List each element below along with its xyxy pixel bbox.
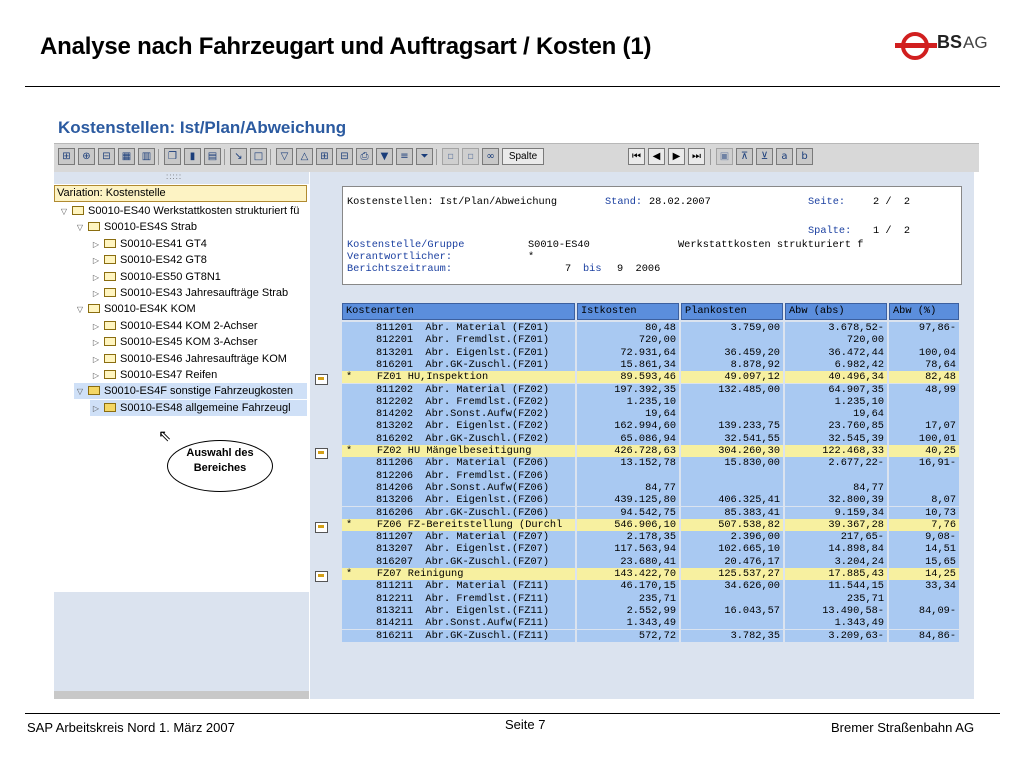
table-row[interactable] bbox=[342, 347, 962, 359]
table-row[interactable] bbox=[342, 482, 962, 494]
verantwortlicher-label: Verantwortlicher: bbox=[347, 251, 453, 263]
cell-plankosten: 2.396,00 bbox=[681, 531, 783, 543]
cell-plankosten: 34.626,00 bbox=[681, 580, 783, 592]
cell-plankosten: 20.476,17 bbox=[681, 556, 783, 568]
mouse-cursor-icon: ⇖ bbox=[158, 428, 172, 445]
slide-title: Analyse nach Fahrzeugart und Auftragsart / Kosten (1) bbox=[40, 33, 652, 60]
table-row[interactable] bbox=[342, 543, 962, 555]
cell-plankosten: 15.830,00 bbox=[681, 457, 783, 469]
cell-kostenart: 811201 Abr. Material (FZ01) bbox=[342, 322, 575, 334]
cell-plankosten: 304.260,30 bbox=[681, 445, 783, 457]
cell-abw-abs: 17.885,43 bbox=[785, 568, 887, 580]
cell-abw-abs: 9.159,34 bbox=[785, 507, 887, 519]
flag-icon[interactable] bbox=[315, 448, 328, 459]
cell-istkosten: 72.931,64 bbox=[577, 347, 679, 359]
seite-value: 2 / 2 bbox=[873, 196, 911, 208]
tree-item-label: S0010-ES46 Jahresaufträge KOM bbox=[120, 352, 287, 365]
cell-abw-pct: 78,64 bbox=[889, 359, 959, 371]
table-row[interactable] bbox=[342, 359, 962, 371]
tree-item[interactable] bbox=[74, 219, 307, 235]
folder-icon bbox=[104, 255, 116, 264]
cell-kostenart: * FZ07 Reinigung bbox=[342, 568, 575, 580]
cell-plankosten: 85.383,41 bbox=[681, 507, 783, 519]
table-row[interactable] bbox=[342, 580, 962, 592]
cell-istkosten: 94.542,75 bbox=[577, 507, 679, 519]
expanded-icon[interactable]: ▽ bbox=[76, 223, 84, 233]
tree-item-label: S0010-ES4F sonstige Fahrzeugkosten bbox=[104, 385, 293, 398]
table-row[interactable] bbox=[342, 617, 962, 629]
tree-item-label: S0010-ES45 KOM 3-Achser bbox=[120, 336, 258, 349]
cell-abw-abs: 235,71 bbox=[785, 593, 887, 605]
cell-abw-abs: 1.343,49 bbox=[785, 617, 887, 629]
cell-plankosten: 139.233,75 bbox=[681, 420, 783, 432]
table-row[interactable] bbox=[342, 507, 962, 519]
footer-divider bbox=[25, 713, 1000, 714]
cell-kostenart: 816202 Abr.GK-Zuschl.(FZ02) bbox=[342, 433, 575, 445]
collapsed-icon[interactable]: ▷ bbox=[92, 403, 100, 413]
folder-icon bbox=[104, 239, 116, 248]
stand-value: 28.02.2007 bbox=[649, 196, 711, 208]
cell-plankosten bbox=[681, 470, 783, 482]
folder-icon bbox=[104, 354, 116, 363]
cell-kostenart: 811202 Abr. Material (FZ02) bbox=[342, 384, 575, 396]
cell-istkosten: 89.593,46 bbox=[577, 371, 679, 383]
filter-icon[interactable]: ▼ bbox=[376, 148, 393, 165]
cell-abw-abs: 23.760,85 bbox=[785, 420, 887, 432]
table-row[interactable] bbox=[342, 494, 962, 506]
tree-item-label: S0010-ES42 GT8 bbox=[120, 254, 207, 267]
table-row[interactable] bbox=[342, 408, 962, 420]
cell-plankosten bbox=[681, 396, 783, 408]
zeitraum-bis: bis bbox=[583, 263, 602, 275]
cell-plankosten bbox=[681, 334, 783, 346]
cell-plankosten bbox=[681, 593, 783, 605]
collapsed-icon[interactable]: ▷ bbox=[92, 338, 100, 348]
detail-icon[interactable]: ▫ bbox=[442, 148, 459, 165]
cell-kostenart: 814206 Abr.Sonst.Aufw(FZ06) bbox=[342, 482, 575, 494]
cell-kostenart: 813206 Abr. Eigenlst.(FZ06) bbox=[342, 494, 575, 506]
cell-abw-pct: 33,34 bbox=[889, 580, 959, 592]
tree-item-label: S0010-ES43 Jahresaufträge Strab bbox=[120, 287, 289, 299]
layout-edit-icon[interactable]: ▣ bbox=[716, 148, 733, 165]
cell-abw-pct: 8,07 bbox=[889, 494, 959, 506]
tree-item-label: S0010-ES40 Werkstattkosten strukturiert fü bbox=[88, 205, 300, 217]
folder-icon bbox=[104, 403, 116, 412]
collapsed-icon[interactable]: ▷ bbox=[92, 321, 100, 331]
cell-istkosten: 13.152,78 bbox=[577, 457, 679, 469]
binoculars-icon[interactable]: ∞ bbox=[482, 148, 499, 165]
tree-item[interactable] bbox=[90, 351, 307, 367]
cell-istkosten: 80,48 bbox=[577, 322, 679, 334]
cell-plankosten: 132.485,00 bbox=[681, 384, 783, 396]
detail2-icon[interactable]: ▫ bbox=[462, 148, 479, 165]
cell-abw-abs: 6.982,42 bbox=[785, 359, 887, 371]
flag-column bbox=[310, 172, 338, 699]
collapsed-icon[interactable]: ▷ bbox=[92, 272, 100, 282]
cell-istkosten: 426.728,63 bbox=[577, 445, 679, 457]
cell-abw-pct: 82,48 bbox=[889, 371, 959, 383]
cell-abw-pct bbox=[889, 334, 959, 346]
cell-kostenart: 816207 Abr.GK-Zuschl.(FZ07) bbox=[342, 556, 575, 568]
cell-plankosten: 49.097,12 bbox=[681, 371, 783, 383]
tree-scrollbar[interactable] bbox=[54, 691, 309, 699]
prev-page-icon[interactable]: ◀ bbox=[648, 148, 665, 165]
tree-item[interactable] bbox=[90, 269, 307, 285]
flag-icon[interactable] bbox=[315, 522, 328, 533]
tree-item-label: S0010-ES4K KOM bbox=[104, 303, 196, 316]
tree-item-label: S0010-ES50 GT8N1 bbox=[120, 270, 221, 283]
cell-istkosten: 65.086,94 bbox=[577, 433, 679, 445]
toolbar-separator bbox=[158, 149, 159, 165]
cell-abw-abs: 19,64 bbox=[785, 408, 887, 420]
cell-abw-abs: 40.496,34 bbox=[785, 371, 887, 383]
berichtszeitraum-label: Berichtszeitraum: bbox=[347, 263, 453, 275]
cell-abw-abs: 14.898,84 bbox=[785, 543, 887, 555]
hierarchy-icon[interactable]: ⊕ bbox=[78, 148, 95, 165]
column-header-abw-abs[interactable]: Abw (abs) bbox=[785, 303, 887, 320]
table-row[interactable] bbox=[342, 420, 962, 432]
footer-page: Seite 7 bbox=[505, 717, 546, 732]
footer-left: SAP Arbeitskreis Nord 1. März 2007 bbox=[27, 720, 235, 735]
report-title: Kostenstellen: Ist/Plan/Abweichung bbox=[347, 196, 558, 208]
cell-abw-abs: 2.677,22- bbox=[785, 457, 887, 469]
expand-icon[interactable]: ▽ bbox=[276, 148, 293, 165]
tree-item-label: S0010-ES41 GT4 bbox=[120, 237, 207, 250]
seite-label: Seite: bbox=[808, 196, 846, 208]
next-page-icon[interactable]: ▶ bbox=[668, 148, 685, 165]
cell-abw-pct: 84,86- bbox=[889, 630, 959, 642]
cell-abw-abs bbox=[785, 470, 887, 482]
cell-plankosten: 507.538,82 bbox=[681, 519, 783, 531]
cell-abw-pct bbox=[889, 396, 959, 408]
cell-istkosten: 235,71 bbox=[577, 593, 679, 605]
collapse-icon[interactable]: △ bbox=[296, 148, 313, 165]
navigation-tree bbox=[54, 172, 309, 699]
cell-istkosten: 572,72 bbox=[577, 630, 679, 642]
flag-icon[interactable] bbox=[315, 374, 328, 385]
cell-plankosten: 125.537,27 bbox=[681, 568, 783, 580]
folder-icon bbox=[104, 321, 116, 330]
cell-abw-pct: 100,04 bbox=[889, 347, 959, 359]
last-page-icon[interactable]: ⏭ bbox=[688, 148, 705, 165]
table-sum-row[interactable] bbox=[342, 445, 962, 457]
folder-icon bbox=[104, 370, 116, 379]
cell-abw-pct: 15,65 bbox=[889, 556, 959, 568]
expanded-icon[interactable]: ▽ bbox=[60, 207, 68, 216]
cell-abw-abs: 720,00 bbox=[785, 334, 887, 346]
cell-abw-pct: 17,07 bbox=[889, 420, 959, 432]
cell-abw-abs: 11.544,15 bbox=[785, 580, 887, 592]
cell-plankosten: 36.459,20 bbox=[681, 347, 783, 359]
kostenstelle-value: S0010-ES40 bbox=[528, 239, 590, 251]
hierarchy-up-icon[interactable]: ⊼ bbox=[736, 148, 753, 165]
tree-item-label: S0010-ES44 KOM 2-Achser bbox=[120, 319, 258, 332]
cell-kostenart: 811211 Abr. Material (FZ11) bbox=[342, 580, 575, 592]
splitter-grip[interactable]: ::::: bbox=[166, 172, 183, 181]
funnel-icon[interactable]: ⏷ bbox=[416, 148, 433, 165]
expanded-icon[interactable]: ▽ bbox=[76, 387, 84, 397]
folder-icon bbox=[104, 288, 116, 297]
collapsed-icon[interactable]: ▷ bbox=[92, 371, 100, 380]
table-row[interactable] bbox=[342, 630, 962, 642]
spalte-label: Spalte: bbox=[808, 225, 852, 237]
cell-abw-abs: 122.468,33 bbox=[785, 445, 887, 457]
table-row[interactable] bbox=[342, 396, 962, 408]
cell-abw-abs: 3.204,24 bbox=[785, 556, 887, 568]
toolbar bbox=[54, 143, 979, 172]
header-divider bbox=[25, 86, 1000, 87]
cell-istkosten: 1.343,49 bbox=[577, 617, 679, 629]
cell-istkosten: 23.680,41 bbox=[577, 556, 679, 568]
cell-plankosten: 3.782,35 bbox=[681, 630, 783, 642]
first-page-icon[interactable]: ⏮ bbox=[628, 148, 645, 165]
abc2-icon[interactable]: b bbox=[796, 148, 813, 165]
tree-item[interactable] bbox=[90, 318, 307, 334]
cell-istkosten: 15.861,34 bbox=[577, 359, 679, 371]
cell-abw-abs: 32.545,39 bbox=[785, 433, 887, 445]
toolbar-separator bbox=[710, 149, 711, 165]
zeitraum-from: 7 bbox=[565, 263, 572, 275]
cell-kostenart: 811207 Abr. Material (FZ07) bbox=[342, 531, 575, 543]
tree-item-label: S0010-ES4S Strab bbox=[104, 221, 197, 234]
cell-istkosten: 2.552,99 bbox=[577, 605, 679, 617]
cell-abw-abs: 32.800,39 bbox=[785, 494, 887, 506]
cell-istkosten: 1.235,10 bbox=[577, 396, 679, 408]
cell-abw-pct: 48,99 bbox=[889, 384, 959, 396]
report-header bbox=[342, 186, 962, 285]
zeitraum-to: 9 2006 bbox=[617, 263, 661, 275]
tree-item[interactable] bbox=[90, 367, 307, 383]
cell-abw-pct bbox=[889, 482, 959, 494]
table-sum-row[interactable] bbox=[342, 568, 962, 580]
folder-icon bbox=[104, 272, 116, 281]
kostenstelle-text: Werkstattkosten strukturiert f bbox=[678, 239, 864, 251]
tree-item-label: S0010-ES48 allgemeine Fahrzeugl bbox=[120, 401, 291, 414]
cell-istkosten: 439.125,80 bbox=[577, 494, 679, 506]
table-row[interactable] bbox=[342, 384, 962, 396]
tree-item[interactable] bbox=[58, 203, 307, 219]
cell-kostenart: 813207 Abr. Eigenlst.(FZ07) bbox=[342, 543, 575, 555]
collapsed-icon[interactable]: ▷ bbox=[92, 239, 100, 249]
cell-istkosten: 117.563,94 bbox=[577, 543, 679, 555]
chart-icon[interactable]: ▮ bbox=[184, 148, 201, 165]
cell-istkosten bbox=[577, 470, 679, 482]
variation-label[interactable]: Variation: Kostenstelle bbox=[54, 185, 307, 202]
cell-abw-pct: 16,91- bbox=[889, 457, 959, 469]
cell-abw-abs: 13.490,58- bbox=[785, 605, 887, 617]
table-sum-row[interactable] bbox=[342, 371, 962, 383]
cell-kostenart: 814211 Abr.Sonst.Aufw(FZ11) bbox=[342, 617, 575, 629]
table-row[interactable] bbox=[342, 470, 962, 482]
toolbar-separator bbox=[270, 149, 271, 165]
cell-istkosten: 197.392,35 bbox=[577, 384, 679, 396]
cell-kostenart: 812201 Abr. Fremdlst.(FZ01) bbox=[342, 334, 575, 346]
cell-istkosten: 84,77 bbox=[577, 482, 679, 494]
cell-abw-pct: 14,25 bbox=[889, 568, 959, 580]
spalte-value: 1 / 2 bbox=[873, 225, 911, 237]
cell-istkosten: 720,00 bbox=[577, 334, 679, 346]
table-row[interactable] bbox=[342, 433, 962, 445]
cell-plankosten: 16.043,57 bbox=[681, 605, 783, 617]
tree-item-label: S0010-ES47 Reifen bbox=[120, 369, 218, 381]
drilldown-icon[interactable]: ↘ bbox=[230, 148, 247, 165]
cell-plankosten bbox=[681, 482, 783, 494]
cell-istkosten: 46.170,15 bbox=[577, 580, 679, 592]
abc-icon[interactable]: a bbox=[776, 148, 793, 165]
tree-item[interactable] bbox=[90, 252, 307, 268]
cell-abw-pct: 9,08- bbox=[889, 531, 959, 543]
cell-kostenart: 812206 Abr. Fremdlst.(FZ06) bbox=[342, 470, 575, 482]
cell-istkosten: 2.178,35 bbox=[577, 531, 679, 543]
folder-icon bbox=[104, 337, 116, 346]
cell-abw-abs: 217,65- bbox=[785, 531, 887, 543]
cell-kostenart: * FZ02 HU Mängelbeseitigung bbox=[342, 445, 575, 457]
tree-item[interactable] bbox=[74, 383, 307, 399]
cell-abw-abs: 84,77 bbox=[785, 482, 887, 494]
stand-label: Stand: bbox=[605, 196, 643, 208]
cell-abw-abs: 64.907,35 bbox=[785, 384, 887, 396]
app-title: Kostenstellen: Ist/Plan/Abweichung bbox=[58, 118, 347, 137]
toolbar-separator bbox=[224, 149, 225, 165]
bsag-logo-mark bbox=[893, 28, 939, 64]
hierarchy-down-icon[interactable]: ⊻ bbox=[756, 148, 773, 165]
cell-kostenart: 812202 Abr. Fremdlst.(FZ02) bbox=[342, 396, 575, 408]
flag-icon[interactable] bbox=[315, 571, 328, 582]
sort-icon[interactable]: ≡ bbox=[396, 148, 413, 165]
tree-item[interactable] bbox=[90, 285, 307, 301]
table-row[interactable] bbox=[342, 457, 962, 469]
folder-icon bbox=[88, 222, 100, 231]
cell-kostenart: 813211 Abr. Eigenlst.(FZ11) bbox=[342, 605, 575, 617]
cell-kostenart: 813201 Abr. Eigenlst.(FZ01) bbox=[342, 347, 575, 359]
print-icon[interactable]: ⎙ bbox=[356, 148, 373, 165]
cell-kostenart: 812211 Abr. Fremdlst.(FZ11) bbox=[342, 593, 575, 605]
column-header-kostenarten[interactable]: Kostenarten bbox=[342, 303, 575, 320]
cell-plankosten bbox=[681, 617, 783, 629]
cell-plankosten bbox=[681, 408, 783, 420]
folder-collapse-icon[interactable]: ⊟ bbox=[336, 148, 353, 165]
cell-abw-pct: 84,09- bbox=[889, 605, 959, 617]
cell-kostenart: 816206 Abr.GK-Zuschl.(FZ06) bbox=[342, 507, 575, 519]
folder-icon bbox=[88, 386, 100, 395]
cell-abw-pct: 7,76 bbox=[889, 519, 959, 531]
cell-istkosten: 143.422,70 bbox=[577, 568, 679, 580]
collapsed-icon[interactable]: ▷ bbox=[92, 289, 100, 298]
cell-abw-pct bbox=[889, 470, 959, 482]
layout-icon[interactable]: ▥ bbox=[138, 148, 155, 165]
cell-kostenart: 811206 Abr. Material (FZ06) bbox=[342, 457, 575, 469]
folder-expand-icon[interactable]: ⊞ bbox=[316, 148, 333, 165]
cell-abw-pct bbox=[889, 593, 959, 605]
table-row[interactable] bbox=[342, 605, 962, 617]
cell-istkosten: 162.994,60 bbox=[577, 420, 679, 432]
cell-abw-pct: 100,01 bbox=[889, 433, 959, 445]
report-area bbox=[338, 172, 974, 699]
collapsed-icon[interactable]: ▷ bbox=[92, 354, 100, 364]
folder-icon bbox=[72, 206, 84, 215]
cell-abw-pct: 40,25 bbox=[889, 445, 959, 457]
logo-ag-text: AG bbox=[963, 33, 988, 52]
cell-abw-pct: 14,51 bbox=[889, 543, 959, 555]
kostenstelle-label: Kostenstelle/Gruppe bbox=[347, 239, 465, 251]
copy-icon[interactable]: ❐ bbox=[164, 148, 181, 165]
tree-item[interactable] bbox=[90, 400, 307, 416]
tree-item[interactable] bbox=[90, 236, 307, 252]
cell-kostenart: * FZ06 FZ-Bereitstellung (Durchl bbox=[342, 519, 575, 531]
cell-plankosten: 8.878,92 bbox=[681, 359, 783, 371]
cell-kostenart: 814202 Abr.Sonst.Aufw(FZ02) bbox=[342, 408, 575, 420]
callout-bubble: Auswahl des Bereiches bbox=[167, 440, 273, 492]
table-row[interactable] bbox=[342, 322, 962, 334]
cell-abw-abs: 1.235,10 bbox=[785, 396, 887, 408]
cell-abw-pct: 10,73 bbox=[889, 507, 959, 519]
cell-abw-pct bbox=[889, 617, 959, 629]
column-header-istkosten[interactable]: Istkosten bbox=[577, 303, 679, 320]
tree-item[interactable] bbox=[74, 301, 307, 317]
org-icon[interactable]: ⊟ bbox=[98, 148, 115, 165]
export-icon[interactable]: ▤ bbox=[204, 148, 221, 165]
cell-plankosten: 32.541,55 bbox=[681, 433, 783, 445]
grid-icon[interactable]: ▦ bbox=[118, 148, 135, 165]
folder-icon bbox=[88, 304, 100, 313]
cell-kostenart: 816201 Abr.GK-Zuschl.(FZ01) bbox=[342, 359, 575, 371]
table-row[interactable] bbox=[342, 556, 962, 568]
column-header-abw-pct[interactable]: Abw (%) bbox=[889, 303, 959, 320]
cell-kostenart: 813202 Abr. Eigenlst.(FZ02) bbox=[342, 420, 575, 432]
collapsed-icon[interactable]: ▷ bbox=[92, 256, 100, 266]
table-row[interactable] bbox=[342, 531, 962, 543]
spalte-button[interactable]: Spalte bbox=[502, 148, 544, 165]
toolbar-separator bbox=[436, 149, 437, 165]
table-row[interactable] bbox=[342, 334, 962, 346]
bsag-logo bbox=[893, 28, 993, 64]
cell-abw-abs: 3.678,52- bbox=[785, 322, 887, 334]
expanded-icon[interactable]: ▽ bbox=[76, 305, 84, 315]
table-row[interactable] bbox=[342, 593, 962, 605]
cell-abw-pct: 97,86- bbox=[889, 322, 959, 334]
footer-right: Bremer Straßenbahn AG bbox=[831, 720, 975, 735]
verantwortlicher-value: * bbox=[528, 251, 535, 263]
table-sum-row[interactable] bbox=[342, 519, 962, 531]
tree-item[interactable] bbox=[90, 334, 307, 350]
cell-abw-abs: 36.472,44 bbox=[785, 347, 887, 359]
tree-icon[interactable]: ⊞ bbox=[58, 148, 75, 165]
cell-plankosten: 406.325,41 bbox=[681, 494, 783, 506]
window-icon[interactable]: □ bbox=[250, 148, 267, 165]
cell-abw-pct bbox=[889, 408, 959, 420]
cell-kostenart: * FZ01 HU,Inspektion bbox=[342, 371, 575, 383]
column-header-plankosten[interactable]: Plankosten bbox=[681, 303, 783, 320]
cell-plankosten: 102.665,10 bbox=[681, 543, 783, 555]
logo-bs-text: BS bbox=[937, 32, 963, 52]
cell-abw-abs: 3.209,63- bbox=[785, 630, 887, 642]
cell-plankosten: 3.759,00 bbox=[681, 322, 783, 334]
cell-istkosten: 19,64 bbox=[577, 408, 679, 420]
cell-kostenart: 816211 Abr.GK-Zuschl.(FZ11) bbox=[342, 630, 575, 642]
cell-istkosten: 546.906,10 bbox=[577, 519, 679, 531]
cell-abw-abs: 39.367,28 bbox=[785, 519, 887, 531]
